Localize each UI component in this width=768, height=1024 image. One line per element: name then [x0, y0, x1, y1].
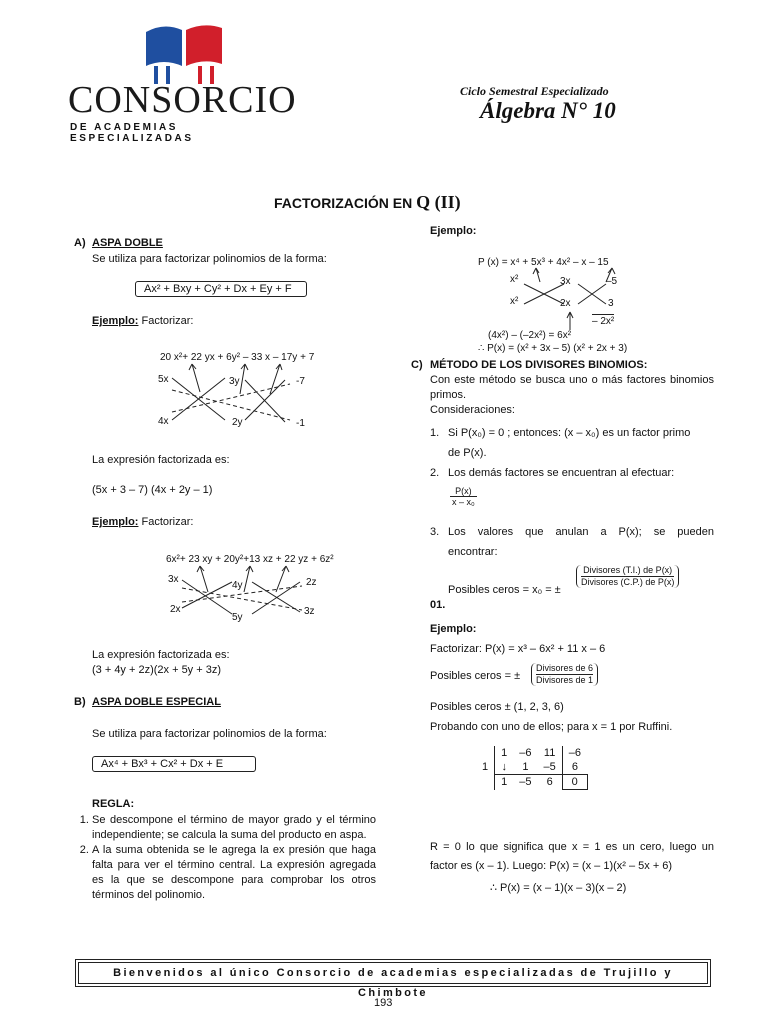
item-1-line-b: de P(x).	[448, 447, 487, 459]
fraction-numerator: P(x)	[450, 486, 477, 497]
example-2-text: Factorizar:	[138, 516, 194, 528]
term: x²	[510, 296, 519, 307]
example-2-polynomial: 6x²+ 23 xy + 20y²+13 xz + 22 yz + 6z²	[166, 554, 334, 565]
example-2	[92, 515, 193, 530]
logo-word: CONSORCIO	[68, 79, 297, 121]
possible-zeros-formula-label: Posibles ceros = x₀ = ±	[448, 584, 561, 596]
conclusion-line-2: factor es (x – 1). Luego: P(x) = (x – 1)(x² – 5x + 6)	[430, 860, 673, 872]
ruffini-cell: 6	[538, 775, 563, 790]
logo-subtitle: DE ACADEMIAS ESPECIALIZADAS	[70, 122, 194, 144]
considerations-label: Consideraciones:	[430, 404, 515, 416]
item-2-text: Los demás factores se encuentran al efectuar:	[448, 467, 675, 479]
ruffini-table	[476, 746, 588, 790]
result-2-label: La expresión factorizada es:	[92, 649, 230, 661]
ruffini-cell: –6	[562, 746, 587, 760]
term: 3x	[168, 574, 179, 585]
quotient-fraction	[450, 486, 477, 507]
section-b-intro: Se utiliza para factorizar polinomios de la forma:	[92, 728, 327, 740]
title-text: FACTORIZACIÓN EN	[274, 195, 417, 211]
ruffini-intro: Probando con uno de ellos; para x = 1 por Ruffini.	[430, 721, 673, 733]
section-c-intro: Con este método se busca uno o más factores binomios primos.	[430, 374, 714, 401]
footer-banner: Bienvenidos al único Consorcio de academias especializadas de Trujillo y Chimbote	[78, 962, 708, 984]
term: 3	[608, 298, 614, 309]
term: 3y	[229, 376, 240, 387]
result-1: (5x + 3 – 7) (4x + 2y – 1)	[92, 484, 213, 496]
section-a-heading: ASPA DOBLE	[92, 237, 163, 249]
page-title	[274, 192, 461, 213]
check-line: (4x²) – (–2x²) = 6x²	[488, 330, 572, 341]
section-b-form: Ax⁴ + Bx³ + Cx² + Dx + E	[92, 756, 256, 772]
term: x²	[510, 274, 519, 285]
title-set: Q	[416, 192, 431, 212]
term: 5x	[158, 374, 169, 385]
divisors-1: Divisores de 1	[536, 675, 594, 685]
logo	[68, 22, 298, 144]
course-cycle: Ciclo Semestral Especializado	[460, 84, 609, 98]
right-example-result: ∴ P(x) = (x² + 3x – 5) (x² + 2x + 3)	[478, 343, 628, 354]
possible-zeros-fraction	[531, 663, 598, 686]
title-roman: (II)	[430, 192, 461, 212]
section-a-intro: Se utiliza para factorizar polinomios de la forma:	[92, 253, 327, 265]
example-2-label: Ejemplo:	[92, 516, 139, 528]
divisors-ti: Divisores (T.I.) de P(x)	[581, 565, 674, 577]
rule-item: 2. A la suma obtenida se le agrega la ex presión que haga falta para ver el término central. La expresión agregada es la que se descompone para comprobar los otros términos del polinomio.	[92, 843, 376, 903]
rules-list	[76, 813, 376, 903]
term: 2y	[232, 417, 243, 428]
ruffini-root: 1	[482, 761, 489, 774]
section-b-heading: ASPA DOBLE ESPECIAL	[92, 696, 221, 708]
result-2: (3 + 4y + 2z)(2x + 5y + 3z)	[92, 664, 222, 676]
fraction-denominator: x – x₀	[452, 497, 475, 507]
ruffini-cell: 1	[522, 761, 529, 773]
page-number: 193	[374, 997, 393, 1009]
term: 2z	[306, 577, 317, 588]
item-1-number: 1.	[430, 427, 440, 439]
section-b-label: B)	[74, 696, 86, 708]
item-2-number: 2.	[430, 467, 440, 479]
ruffini-cell: 6	[562, 760, 587, 775]
possible-zeros-list: Posibles ceros ± (1, 2, 3, 6)	[430, 701, 564, 713]
section-a-label: A)	[74, 237, 86, 249]
example-1	[92, 314, 193, 329]
term: 2x	[560, 298, 571, 309]
section-c-heading: MÉTODO DE LOS DIVISORES BINOMIOS:	[430, 359, 648, 371]
special-cross-diagram	[478, 254, 658, 358]
term: 5y	[232, 612, 243, 623]
ruffini-cell: –5	[513, 775, 537, 790]
ruffini-cell: 11	[543, 747, 556, 759]
example-1-label: Ejemplo:	[92, 315, 139, 327]
term: 2x	[170, 604, 181, 615]
term: –5	[606, 276, 618, 287]
rule-item: 1. Se descompone el término de mayor grado y el término independiente; se calcula la suma del producto en aspa.	[92, 813, 376, 843]
term: -1	[296, 418, 305, 429]
subject-title: Álgebra N° 10	[480, 98, 616, 123]
double-cross-diagram-1	[150, 350, 320, 432]
divisors-cp: Divisores (C.P.) de P(x)	[581, 577, 675, 587]
example-1-polynomial: 20 x²+ 22 yx + 6y² – 33 x – 17y + 7	[160, 352, 315, 363]
term: 4y	[232, 580, 243, 591]
divisors-6: Divisores de 6	[536, 663, 594, 673]
item-1-line-a: Si P(x₀) = 0 ; entonces: (x – x₀) es un factor primo	[448, 427, 691, 439]
conclusion-line-1: R = 0 lo que significa que x = 1 es un cero, luego un	[430, 841, 714, 853]
adjustment-term: – 2x²	[592, 316, 615, 327]
right-example-label: Ejemplo:	[430, 225, 477, 237]
section-c-label: C)	[411, 359, 423, 371]
result-1-label: La expresión factorizada es:	[92, 454, 230, 466]
ruffini-cell: ↓	[495, 760, 514, 775]
book-logo-icon	[144, 22, 224, 84]
ruffini-cell: 1	[495, 775, 514, 790]
item-3-line-b: encontrar:	[448, 546, 498, 558]
item-3-number: 3.	[430, 526, 440, 538]
example-c-label: Ejemplo:	[430, 623, 477, 635]
right-example-polynomial: P (x) = x⁴ + 5x³ + 4x² – x – 15	[478, 257, 609, 268]
rule-heading: REGLA:	[92, 798, 135, 810]
ruffini-cell: 1	[495, 746, 514, 760]
ruffini-cell: –6	[519, 747, 532, 759]
conclusion-line-3: ∴ P(x) = (x – 1)(x – 3)(x – 2)	[490, 882, 627, 894]
possible-zeros-label: Posibles ceros = ±	[430, 670, 521, 682]
term: -7	[296, 376, 305, 387]
double-cross-diagram-2	[160, 552, 360, 626]
possible-zeros-formula	[576, 565, 679, 588]
item-01: 01.	[430, 599, 446, 611]
factorize-statement: Factorizar: P(x) = x³ – 6x² + 11 x – 6	[430, 643, 606, 655]
item-3-line-a: Los valores que anulan a P(x); se pueden	[448, 526, 714, 538]
example-1-text: Factorizar:	[138, 315, 194, 327]
section-a-form: Ax² + Bxy + Cy² + Dx + Ey + F	[135, 281, 307, 297]
ruffini-remainder: 0	[562, 775, 587, 790]
term: 4x	[158, 416, 169, 427]
ruffini-cell: –5	[543, 761, 556, 773]
term: 3x	[560, 276, 571, 287]
term: 3z	[304, 606, 315, 617]
